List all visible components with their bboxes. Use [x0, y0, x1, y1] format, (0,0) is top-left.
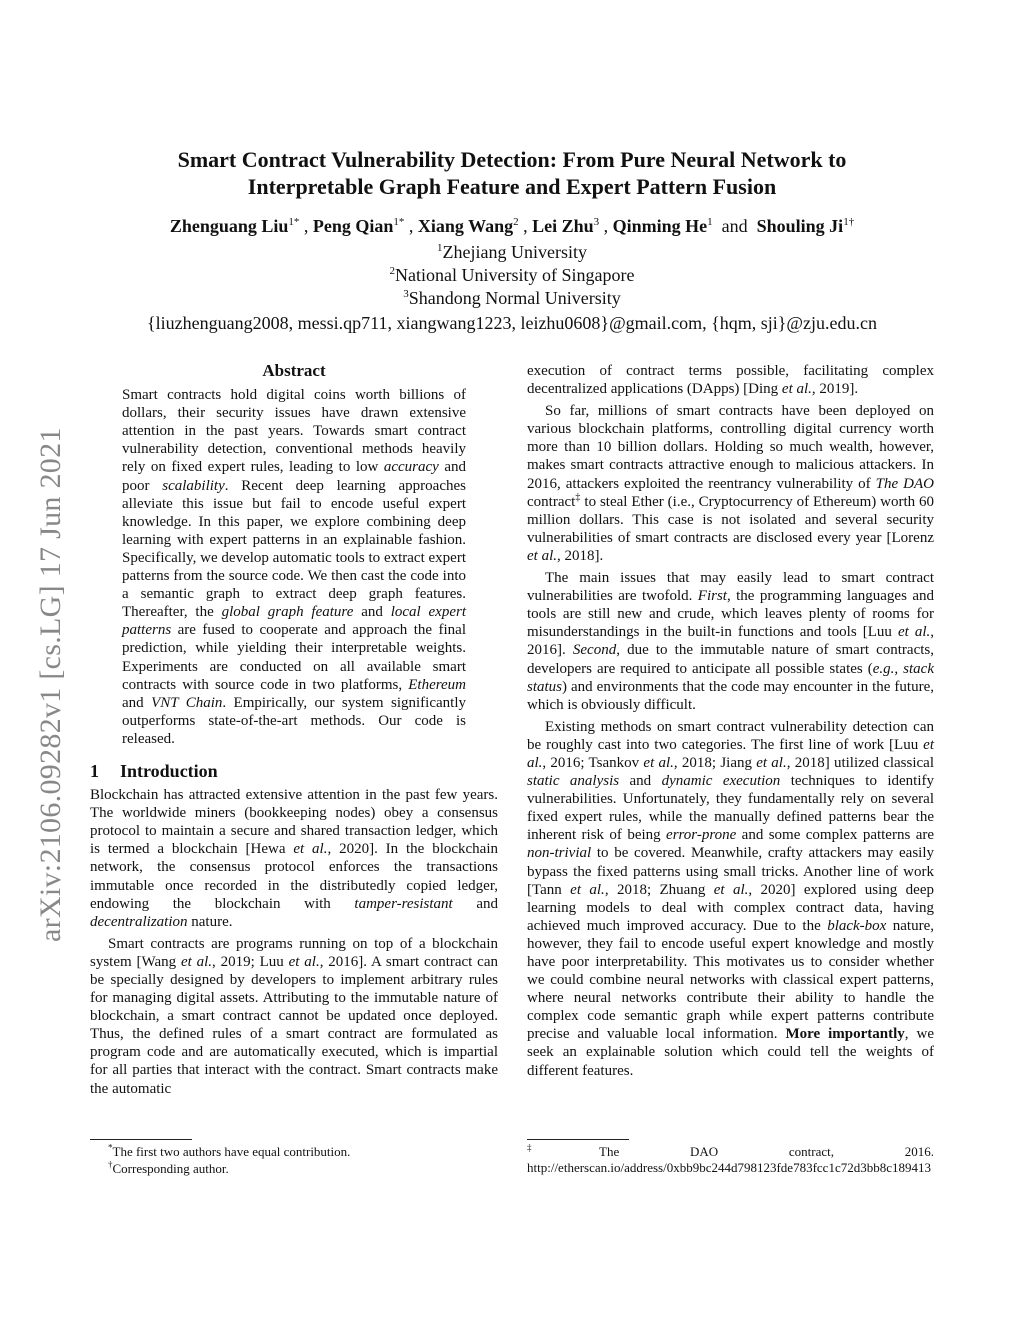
author-name: Xiang Wang — [417, 216, 514, 236]
intro-paragraph: Smart contracts are programs running on top of a blockchain system [Wang et al., 2019; Luu et al., 2016]. A smart contract can be specially designed by developers to implement arbitrary rules for managing digital assets. Attributing to the immutable nature of blockchain, a smart contract cannot be updated once deployed. Thus, the defined rules of a smart contract are formulated as program code and are automatically executed, which is impartial for all parties that interact with the contract. Smart contracts make the automatic — [90, 935, 498, 1097]
body-paragraph: execution of contract terms possible, facilitating complex decentralized applications (DApps) [Ding et al., 2019]. — [527, 363, 934, 398]
abstract-heading: Abstract — [262, 361, 326, 380]
title-line-1: Smart Contract Vulnerability Detection: From Pure Neural Network to — [177, 147, 847, 172]
footnote: ‡The DAO contract, 2016. http://etherscan.io/address/0xbb9bc244d798123fde783fcc1c72d3bb8c189413 — [527, 1142, 934, 1175]
right-column — [527, 362, 934, 1080]
affiliation: $^2$National University of Singapore — [389, 265, 635, 285]
footnote-rule — [527, 1139, 629, 1140]
author-emails: {liuzhenguang2008, messi.qp711, xiangwang1223, leizhu0608}@gmail.com, {hqm, sji}@zju.edu.cn — [147, 313, 877, 333]
left-column — [90, 362, 498, 1098]
paper-title — [90, 146, 934, 200]
body-paragraph: Existing methods on smart contract vulnerability detection can be roughly cast into two categories. The first line of work [Luu et al., 2016; Tsankov et al., 2018; Jiang et al., 2018] utilized classical static analysis and dynamic execution techniques to identify vulnerabilities. Unfortunately, they fundamentally rely on several fixed expert rules, while the manually defined patterns bear the inherent risk of being error-prone and some complex patterns are non-trivial to be covered. Meanwhile, crafty attackers may easily bypass the fixed patterns using small tricks. Another line of work [Tann et al., 2018; Zhuang et al., 2020] explored using deep learning models to deal with complex contract data, having achieved much improved accuracy. Due to the black-box nature, however, they fail to encode useful expert knowledge and mostly have poor interpretability. This motivates us to consider whether we could combine neural networks with classical expert patterns, where neural networks contribute their ability to handle the complex code semantic graph while expert patterns contribute precise and valuable local information. More importantly, we seek an explainable solution which could tell the weights of different features. — [527, 718, 935, 1079]
author-name: Shouling Ji — [756, 216, 844, 236]
title-line-2: Interpretable Graph Feature and Expert Pattern Fusion — [247, 174, 777, 199]
body-paragraph: So far, millions of smart contracts have been deployed on various blockchain platforms, controlling digital currency worth more than 10 billion dollars. Holding so much wealth, however, makes smart contracts attractive enough to malicious attackers. In 2016, attackers exploited the reentrancy vulnerability of The DAO contract‡ to steal Ether (i.e., Cryptocurrency of Ethereum) worth 60 million dollars. This case is not isolated and several security vulnerabilities of smart contracts are disclosed every year [Lorenz et al., 2018]. — [527, 403, 935, 564]
author-name: Peng Qian — [312, 216, 394, 236]
affiliation: $^1$Zhejiang University — [437, 242, 587, 262]
arxiv-identifier: arXiv:2106.09282v1 [cs.LG] 17 Jun 2021 — [34, 427, 67, 942]
author-name: Zhenguang Liu — [169, 216, 289, 236]
section-heading-introduction: 1 Introduction — [90, 760, 218, 781]
footnote: †Corresponding author. — [108, 1159, 229, 1176]
author-name: Qinming He — [612, 216, 708, 236]
footnote: *The first two authors have equal contribution. — [108, 1142, 351, 1159]
body-paragraph: The main issues that may easily lead to smart contract vulnerabilities are twofold. First, the programming languages and tools are still new and crude, which leaves plenty of rooms for misunderstandings in the built-in functions and tools [Luu et al., 2016]. Second, due to the immutable nature of smart contracts, developers are required to anticipate all possible states (e.g., stack status) and environments that the code may encounter in the future, which is obviously difficult. — [527, 570, 935, 713]
intro-paragraph: Blockchain has attracted extensive attention in the past few years. The worldwide miners (bookkeeping nodes) obey a consensus protocol to maintain a secure and shared transaction ledger, which is termed a blockchain [Hewa et al., 2020]. In the blockchain network, the consensus protocol enforces the transactions immutable once recorded in the distributedly copied ledger, endowing the blockchain with tamper-resistant and decentralization nature. — [90, 787, 499, 930]
affiliation: $^3$Shandong Normal University — [403, 288, 621, 308]
abstract-body: Smart contracts hold digital coins worth billions of dollars, their security issues have drawn extensive attention in the past years. Towards smart contract vulnerability detection, conventional methods heavily rely on fixed expert rules, leading to low accuracy and poor scalability. Recent deep learning approaches alleviate this issue but fail to encode useful expert knowledge. In this paper, we explore combining deep learning with expert patterns in an explainable fashion. Specifically, we develop automatic tools to extract expert patterns from the source code. We then cast the code into a semantic graph to extract deep graph features. Thereafter, the global graph feature and local expert patterns are fused to cooperate and approach the final prediction, while yielding their interpretable weights. Experiments are conducted on all available smart contracts with source code in two platforms, Ethereum and VNT Chain. Empirically, our system significantly outperforms state-of-the-art methods. Our code is released. — [122, 387, 466, 747]
footnote-rule — [90, 1139, 192, 1140]
author-name: Lei Zhu — [532, 216, 594, 236]
author-list: Zhenguang Liu$^{1*}$ , Peng Qian$^{1*}$ , Xiang Wang$^2$ , Lei Zhu$^3$ , Qinming He$^1$ and Shouling $Ji^{1\dagger}$ — [169, 216, 855, 236]
